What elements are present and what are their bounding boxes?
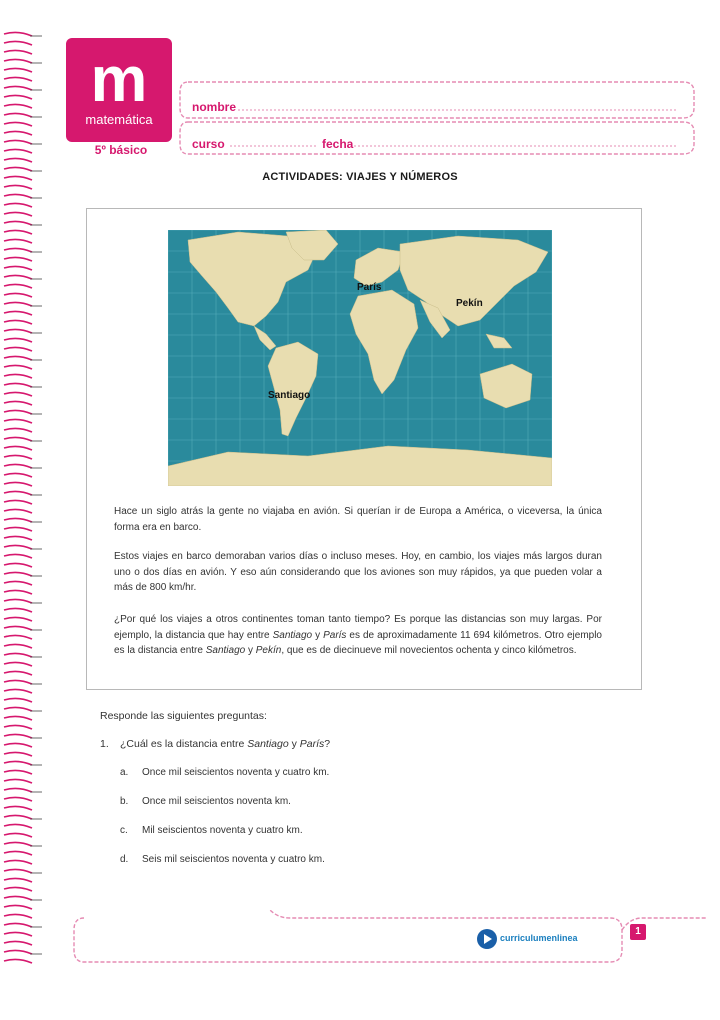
logo-subject: matemática [85, 112, 153, 127]
city-label-pekin: Pekín [456, 298, 483, 309]
option-b-letter: b. [120, 796, 129, 807]
logo-letter: m [90, 43, 148, 115]
option-b[interactable] [120, 796, 291, 807]
option-a-text: Once mil seiscientos noventa y cuatro km. [142, 767, 330, 778]
option-c-text: Mil seiscientos noventa y cuatro km. [142, 825, 303, 836]
option-d[interactable] [120, 854, 325, 865]
brand-name: curriculumenlinea [500, 933, 578, 943]
subject-logo [66, 38, 172, 142]
paragraph-2: Estos viajes en barco demoraban varios días o incluso meses. Hoy, en cambio, los viajes más largos duran uno o dos días en avión. Y eso aún considerando que los aviones son muy rápidos, ya que pueden volar a más de 800 km/hr. [114, 551, 602, 593]
p3-paris: París [323, 629, 347, 641]
nombre-label: nombre [192, 100, 237, 114]
p3-part-d: y [245, 645, 256, 656]
p3-santiago-1: Santiago [272, 629, 313, 641]
option-b-text: Once mil seiscientos noventa km. [142, 796, 291, 807]
q1-text-b: y [288, 738, 300, 750]
world-map [168, 230, 552, 486]
p3-part-e: , que es de diecinueve mil novecientos ochenta y cinco kilómetros. [281, 645, 577, 656]
option-d-letter: d. [120, 854, 129, 865]
q1-text-a: ¿Cuál es la distancia entre [120, 738, 248, 750]
page-number: 1 [630, 924, 646, 940]
p3-part-c: es de aproximadamente 11 694 kilómetros. Otro ejemplo es la distancia entre [114, 629, 602, 656]
city-label-paris: París [357, 282, 382, 293]
option-a[interactable] [120, 767, 329, 778]
paragraph-3 [114, 612, 602, 659]
option-d-text: Seis mil seiscientos noventa y cuatro km. [142, 854, 325, 865]
option-c-letter: c. [120, 825, 128, 836]
q1-text-c: ? [324, 738, 331, 750]
p3-part-b: y [312, 629, 324, 641]
header-frame [178, 78, 698, 156]
questions-intro: Responde las siguientes preguntas: [100, 710, 267, 722]
p3-part-a: ¿Por qué los viajes a otros continentes toman tanto tiempo? Es porque las distancias son muy largas. Por ejemplo, la distancia que hay entre [114, 614, 602, 641]
question-1 [100, 738, 330, 750]
city-label-santiago: Santiago [268, 390, 311, 401]
option-c[interactable] [120, 825, 303, 836]
fecha-label: fecha [322, 137, 354, 151]
question-1-number: 1. [100, 738, 109, 750]
option-a-letter: a. [120, 767, 129, 778]
q1-paris: París [299, 738, 325, 750]
page-title: ACTIVIDADES: VIAJES Y NÚMEROS [262, 171, 458, 183]
curso-label: curso [192, 137, 225, 151]
grade-label: 5º básico [94, 143, 148, 157]
p3-santiago-2: Santiago [205, 645, 246, 656]
world-map-graphic [168, 230, 552, 486]
q1-santiago: Santiago [247, 738, 289, 750]
p3-pekin: Pekín [255, 645, 282, 656]
paragraph-1: Hace un siglo atrás la gente no viajaba en avión. Si querían ir de Europa a América, o viceversa, la única forma era en barco. [114, 506, 602, 533]
footer-frame [70, 910, 710, 970]
